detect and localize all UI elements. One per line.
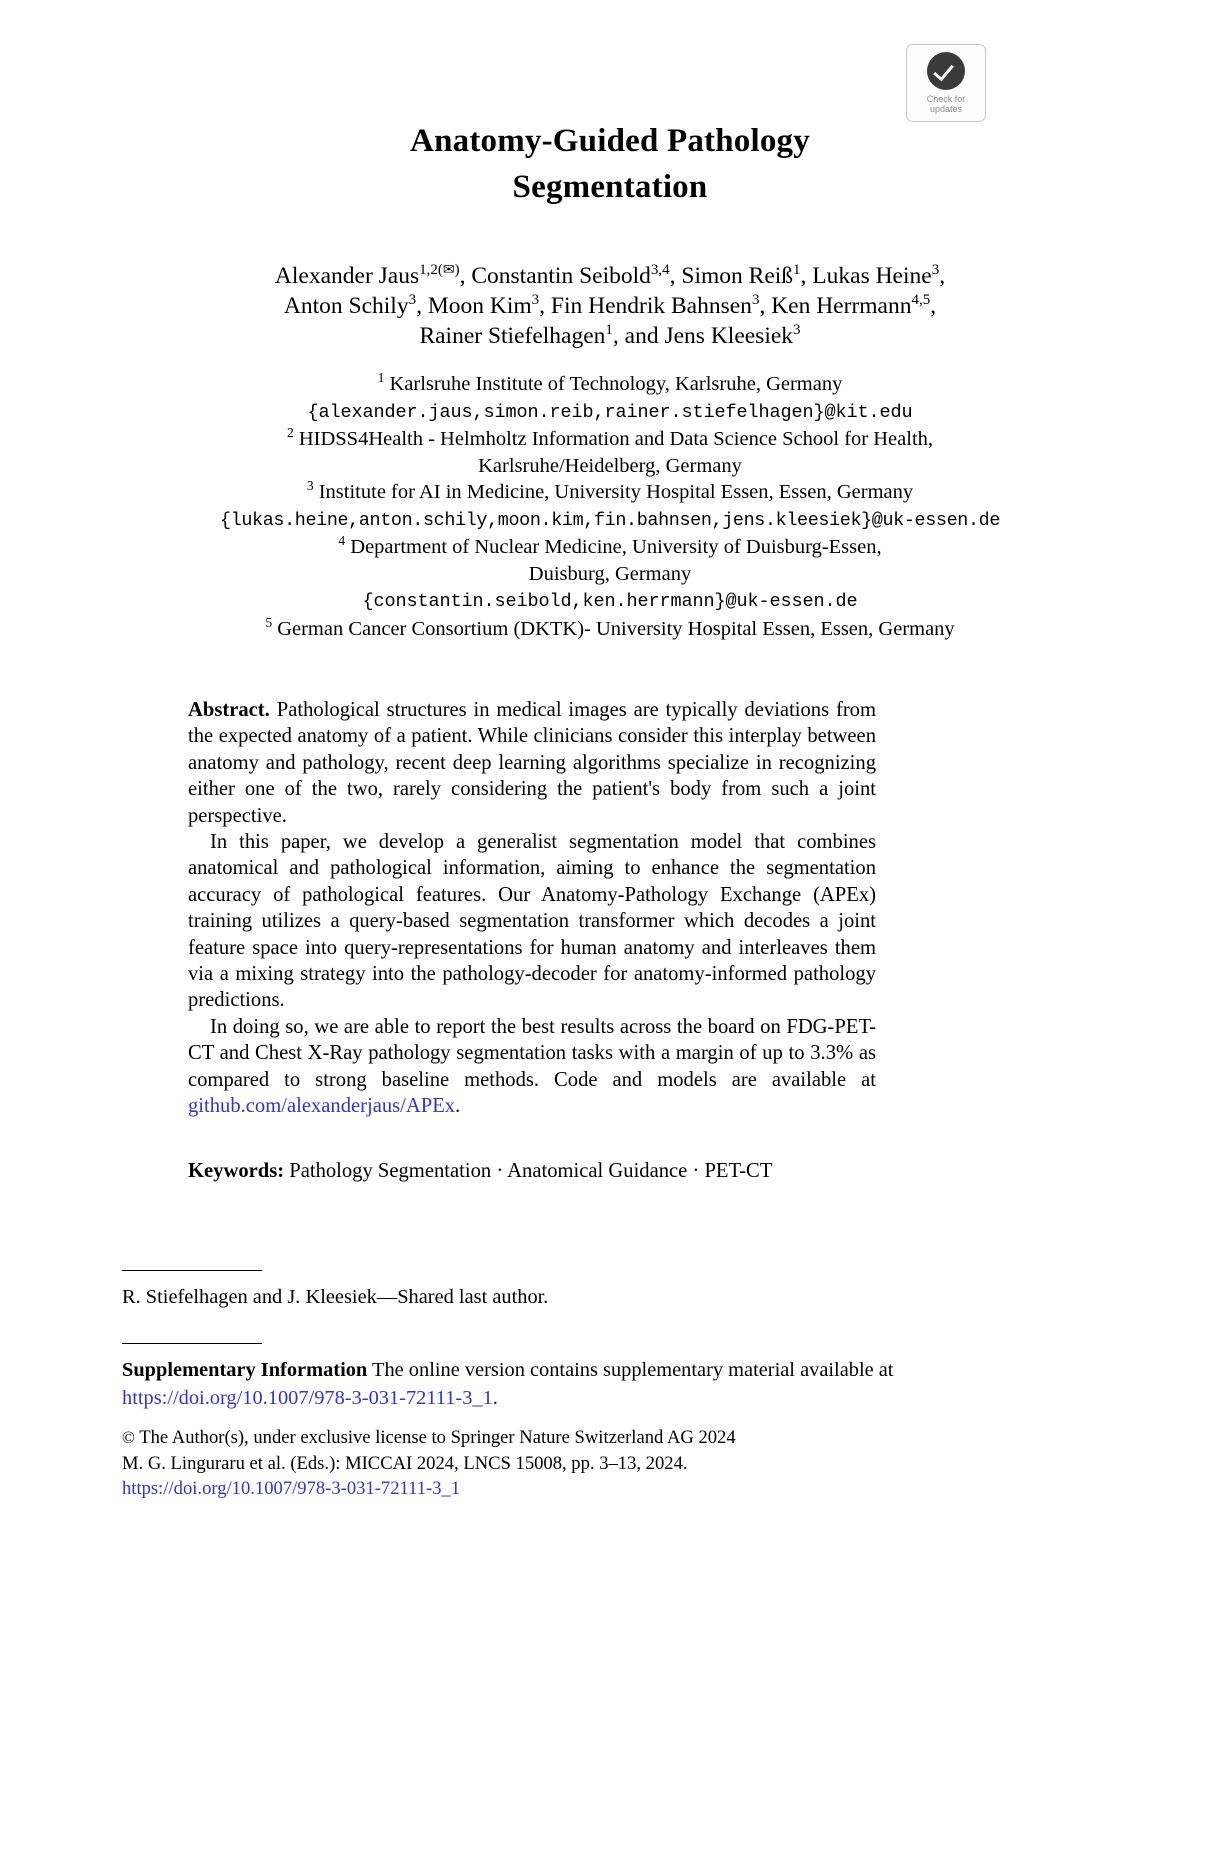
affiliation-2-cont [105, 453, 1115, 480]
affiliation-4-cont-text: Duisburg, Germany [528, 562, 692, 585]
abstract-section [188, 697, 876, 1120]
affiliation-2-cont-text: Karlsruhe/Heidelberg, Germany [478, 454, 742, 477]
email-essen-long [105, 506, 1115, 535]
affiliation-1 [105, 371, 1115, 398]
author-herrmann-sup: 4,5 [911, 292, 931, 309]
copyright-line-1-text: The Author(s), under exclusive license to Springer Nature Switzerland AG 2024 [139, 1427, 736, 1448]
footnote-shared-authors [122, 1270, 1022, 1311]
affiliation-4-cont [105, 561, 1115, 588]
copyright-symbol: © [122, 1428, 135, 1447]
author-heine-sup: 3 [931, 262, 940, 279]
badge-line-2: updates [929, 104, 962, 114]
affiliation-3 [105, 479, 1115, 506]
author-kleesiek: , and Jens Kleesiek [612, 323, 794, 349]
abstract-p1-text: Pathological structures in medical images are typically deviations from the expected anatomy of a patient. While clinicians consider this interplay between anatomy and pathology, recent deep learning algorithms specialize in recognizing either one of the two, rarely considering the patient's body from such a joint perspective. [188, 699, 876, 827]
affiliation-1-marker: 1 [377, 370, 385, 386]
affiliation-5-text: German Cancer Consortium (DKTK)- University Hospital Essen, Essen, Germany [277, 617, 955, 640]
author-bahnsen: , Fin Hendrik Bahnsen [539, 293, 752, 319]
author-kim: , Moon Kim [416, 293, 532, 319]
footnote-supplementary [122, 1343, 1002, 1412]
supplementary-label: Supplementary Information [122, 1359, 368, 1381]
supplementary-doi-link[interactable]: https://doi.org/10.1007/978-3-031-72111-3_1 [122, 1387, 493, 1409]
author-line-1 [275, 263, 945, 289]
abstract-paragraph-3 [188, 1014, 876, 1120]
author-kim-sup: 3 [531, 292, 540, 309]
email-kit [105, 398, 1115, 427]
author-reiss-sup: 1 [793, 262, 801, 279]
footnote-rule-2 [122, 1343, 262, 1344]
author-schily-sup: 3 [408, 292, 417, 309]
supplementary-text-end: . [492, 1387, 498, 1409]
footnote-rule-1 [122, 1270, 262, 1271]
author-line-3 [419, 323, 800, 349]
email-essen-short [105, 587, 1115, 616]
author-line-2 [284, 293, 936, 319]
author-stiefelhagen: Rainer Stiefelhagen [419, 323, 606, 349]
copyright-doi [122, 1476, 1022, 1502]
author-line-2-end: , [930, 293, 937, 319]
author-kleesiek-sup: 3 [793, 322, 801, 339]
envelope-icon: ✉ [442, 263, 455, 279]
check-for-updates-badge[interactable] [906, 44, 986, 122]
affiliation-list [105, 371, 1115, 642]
abstract-p2-text: In this paper, we develop a generalist segmentation model that combines anatomical and pathological information, aiming to enhance the segmentation accuracy of pathological features. Our Anatomy-Pathology Exchange (APEx) training utilizes a query-based segmentation transformer which decodes a joint feature space into query-representations for human anatomy and interleaves them via a mixing strategy into the pathology-decoder for anatomy-informed pathology predictions. [188, 831, 876, 1012]
keywords-section [188, 1158, 828, 1184]
email-kit-text: {alexander.jaus,simon.reib,rainer.stiefelhagen}@kit.edu [307, 401, 913, 423]
author-line-1-end: , [939, 263, 946, 289]
author-list [130, 261, 1090, 351]
email-essen-long-text: {lukas.heine,anton.schily,moon.kim,fin.bahnsen,jens.kleesiek}@uk-essen.de [219, 509, 1001, 531]
abstract-paragraph-2 [188, 829, 876, 1014]
abstract-p3-text: In doing so, we are able to report the best results across the board on FDG-PET-CT and Chest X-Ray pathology segmentation tasks with a margin of up to 3.3% as compared to strong baseline methods. Code and models are available at [188, 1015, 876, 1091]
affiliation-5 [105, 616, 1115, 643]
author-seibold-sup: 3,4 [650, 262, 670, 279]
check-for-updates-icon [927, 52, 965, 90]
affiliation-5-marker: 5 [265, 614, 273, 630]
affiliation-4-text: Department of Nuclear Medicine, University of Duisburg-Essen, [350, 536, 882, 558]
abstract-label: Abstract. [188, 699, 270, 721]
copyright-block [122, 1425, 1022, 1502]
author-schily: Anton Schily [283, 293, 409, 319]
affiliation-2-text: HIDSS4Health - Helmholtz Information and Data Science School for Health, [298, 428, 934, 450]
affiliation-2-marker: 2 [286, 425, 294, 441]
copyright-doi-link[interactable]: https://doi.org/10.1007/978-3-031-72111-3_1 [122, 1478, 461, 1499]
copyright-line-2: M. G. Linguraru et al. (Eds.): MICCAI 2024, LNCS 15008, pp. 3–13, 2024. [122, 1452, 688, 1474]
affiliation-3-marker: 3 [306, 478, 314, 494]
check-for-updates-label [927, 94, 966, 114]
affiliation-4 [105, 534, 1115, 561]
title-line-2: Segmentation [512, 169, 708, 205]
title-line-1: Anatomy-Guided Pathology [410, 123, 810, 159]
author-jaus: Alexander Jaus [274, 263, 420, 289]
author-reiss: , Simon Reiß [669, 263, 794, 289]
author-jaus-sup: 1,2(✉) [419, 262, 460, 279]
affiliation-4-marker: 4 [338, 533, 346, 549]
supplementary-text: The online version contains supplementary material available at [372, 1359, 894, 1381]
abstract-p3-end: . [455, 1095, 461, 1118]
email-essen-short-text: {constantin.seibold,ken.herrmann}@uk-essen.de [362, 591, 858, 612]
author-stiefelhagen-sup: 1 [605, 322, 613, 339]
author-bahnsen-sup: 3 [751, 292, 760, 309]
shared-authors-text: R. Stiefelhagen and J. Kleesiek—Shared last author. [122, 1286, 549, 1308]
abstract-paragraph-1 [188, 697, 876, 829]
affiliation-2 [105, 426, 1115, 453]
author-herrmann: , Ken Herrmann [759, 293, 912, 319]
affiliation-3-text: Institute for AI in Medicine, University Hospital Essen, Essen, Germany [318, 481, 914, 503]
affiliation-1-text: Karlsruhe Institute of Technology, Karlsruhe, Germany [389, 373, 843, 395]
keywords-text: Pathology Segmentation · Anatomical Guidance · PET-CT [289, 1160, 773, 1182]
author-seibold: , Constantin Seibold [459, 263, 651, 289]
github-link[interactable]: github.com/alexanderjaus/APEx [188, 1095, 456, 1118]
keywords-label: Keywords: [188, 1160, 285, 1182]
copyright-line-1 [122, 1425, 1022, 1451]
badge-line-1: Check for [926, 94, 966, 104]
page-title [200, 118, 1020, 210]
author-heine: , Lukas Heine [800, 263, 932, 289]
